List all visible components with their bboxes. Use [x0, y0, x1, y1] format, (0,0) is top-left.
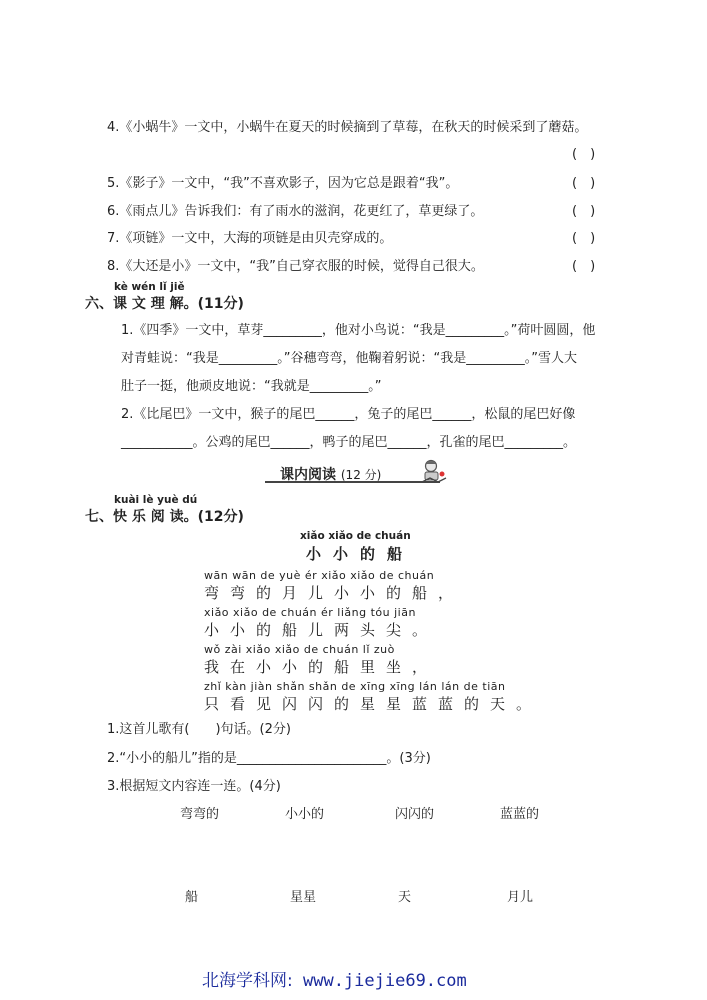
match-top-word[interactable]: 弯弯的 — [180, 807, 220, 822]
banner-title-text: 课内阅读 — [280, 467, 336, 483]
poem-line1: 弯弯的月儿小小的船， — [204, 584, 465, 602]
kid-reading-icon — [418, 458, 448, 486]
judge-item-6: 6.《雨点儿》告诉我们：有了雨水的滋润，花更红了，草更绿了。 — [107, 204, 484, 219]
poem-title-pinyin: xiǎo xiǎo de chuán — [300, 530, 411, 542]
banner-title — [280, 464, 381, 484]
match-top-word[interactable]: 闪闪的 — [395, 807, 435, 822]
section6-q2-line2: ___________。公鸡的尾巴______，鸭子的尾巴______，孔雀的尾巴_________。 — [121, 435, 577, 450]
answer-paren-8[interactable]: ( ) — [572, 259, 596, 274]
judge-item-8: 8.《大还是小》一文中，“我”自己穿衣服的时候，觉得自己很大。 — [107, 259, 484, 274]
banner-score: (12 分) — [340, 468, 382, 482]
answer-paren-4[interactable]: ( ) — [572, 147, 596, 162]
footer-site-name: 北海学科网: — [202, 971, 293, 991]
poem-line3-pinyin: wǒ zài xiǎo xiǎo de chuán lǐ zuò — [204, 643, 395, 656]
section6-q1-line1: 1.《四季》一文中，草芽_________，他对小鸟说：“我是_________。”荷叶圆圆，他 — [121, 323, 596, 338]
answer-paren-7[interactable]: ( ) — [572, 231, 596, 246]
section6-q2-line1: 2.《比尾巴》一文中，猴子的尾巴______，兔子的尾巴______，松鼠的尾巴好像 — [121, 407, 576, 422]
poem-title: 小小的船 — [306, 545, 415, 563]
section6-q1-line2: 对青蛙说：“我是_________。”谷穗弯弯，他鞠着躬说：“我是_________。”雪人大 — [121, 351, 577, 366]
match-bottom-word[interactable]: 月儿 — [507, 890, 534, 905]
footer-url[interactable]: www.jiejie69.com — [302, 971, 467, 991]
poem-line4: 只看见闪闪的星星蓝蓝的天。 — [204, 695, 543, 713]
match-bottom-word[interactable]: 星星 — [290, 890, 317, 905]
reading-q1: 1.这首儿歌有( )句话。(2分) — [107, 722, 291, 737]
section6-heading: 六、课 文 理 解。(11分) — [85, 296, 244, 312]
section6-q1-line3: 肚子一挺，他顽皮地说：“我就是_________。” — [121, 379, 382, 394]
poem-line2: 小小的船儿两头尖。 — [204, 621, 439, 639]
match-bottom-word[interactable]: 天 — [398, 890, 412, 905]
poem-line4-pinyin: zhǐ kàn jiàn shǎn shǎn de xīng xīng lán lán de tiān — [204, 680, 506, 693]
poem-line2-pinyin: xiǎo xiǎo de chuán ér liǎng tóu jiān — [204, 606, 416, 619]
poem-line1-pinyin: wān wān de yuè ér xiǎo xiǎo de chuán — [204, 569, 435, 582]
poem-line3: 我在小小的船里坐， — [204, 658, 439, 676]
section7-heading: 七、快 乐 阅 读。(12分) — [85, 509, 244, 525]
answer-paren-5[interactable]: ( ) — [572, 176, 596, 191]
match-top-word[interactable]: 小小的 — [285, 807, 325, 822]
reading-q3: 3.根据短文内容连一连。(4分) — [107, 779, 281, 794]
section7-pinyin: kuài lè yuè dú — [114, 494, 198, 506]
judge-item-7: 7.《项链》一文中，大海的项链是由贝壳穿成的。 — [107, 231, 393, 246]
match-top-word[interactable]: 蓝蓝的 — [500, 807, 540, 822]
reading-q2: 2.“小小的船儿”指的是_______________________。(3分) — [107, 751, 431, 766]
match-bottom-word[interactable]: 船 — [185, 890, 199, 905]
section6-pinyin: kè wén lǐ jiě — [114, 281, 185, 293]
answer-paren-6[interactable]: ( ) — [572, 204, 596, 219]
judge-item-4: 4.《小蜗牛》一文中，小蜗牛在夏天的时候摘到了草莓，在秋天的时候采到了蘑菇。 — [107, 120, 588, 135]
judge-item-5: 5.《影子》一文中，“我”不喜欢影子，因为它总是跟着“我”。 — [107, 176, 459, 191]
footer-watermark — [202, 966, 467, 991]
